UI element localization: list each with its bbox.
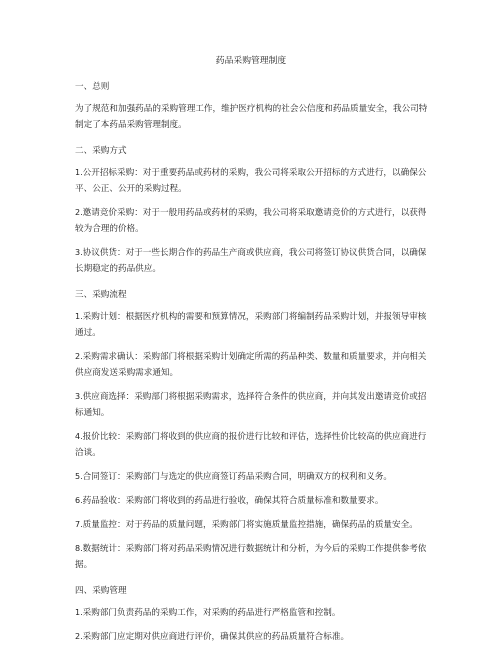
item-text: 质量监控：对于药品的质量问题，采购部门将实施质量监控措施，确保药品的质量安全。 xyxy=(82,520,418,530)
item-number: 2. xyxy=(75,352,83,361)
item-number: 6. xyxy=(75,496,83,505)
item-number: 4. xyxy=(75,432,83,441)
list-item xyxy=(75,205,430,237)
item-text: 供应商选择：采购部门将根据采购需求，选择符合条件的供应商，并向其发出邀请竞价或招标通知。 xyxy=(75,392,427,418)
item-number: 1. xyxy=(75,168,83,177)
document-body xyxy=(75,81,430,645)
item-text: 协议供货：对于一些长期合作的药品生产商或供应商，我公司将签订协议供货合同，以确保长期稳定的药品供应。 xyxy=(75,248,427,274)
item-number: 7. xyxy=(75,520,83,529)
item-number: 2. xyxy=(75,632,83,641)
item-text: 采购计划：根据医疗机构的需要和预算情况，采购部门将编制药品采购计划，并报领导审核通过。 xyxy=(75,312,427,338)
list-item xyxy=(75,541,430,573)
list-item xyxy=(75,349,430,381)
section-heading: 一、总则 xyxy=(75,82,110,92)
list-item xyxy=(75,605,430,621)
list-item xyxy=(75,389,430,421)
item-text: 合同签订：采购部门与选定的供应商签订药品采购合同，明确双方的权利和义务。 xyxy=(82,472,393,482)
item-text: 采购部门负责药品的采购工作，对采购的药品进行严格监管和控制。 xyxy=(82,608,341,618)
section-heading: 二、采购方式 xyxy=(75,146,127,156)
item-number: 3. xyxy=(75,248,83,257)
paragraph: 为了规范和加强药品的采购管理工作，维护医疗机构的社会公信度和药品质量安全，我公司特制定了本药品采购管理制度。 xyxy=(75,104,428,130)
list-item xyxy=(75,493,430,509)
section-heading: 四、采购管理 xyxy=(75,586,127,596)
item-number: 8. xyxy=(75,544,83,553)
item-text: 公开招标采购：对于重要药品或药材的采购，我公司将采取公开招标的方式进行，以确保公平、公正、公开的采购过程。 xyxy=(75,168,427,194)
item-number: 3. xyxy=(75,392,83,401)
list-item xyxy=(75,517,430,533)
item-text: 报价比较：采购部门将收到的供应商的报价进行比较和评估，选择性价比较高的供应商进行洽谈。 xyxy=(75,432,427,458)
item-text: 邀请竞价采购：对于一般用药品或药材的采购，我公司将采取邀请竞价的方式进行，以获得较为合理的价格。 xyxy=(75,208,427,234)
list-item xyxy=(75,429,430,461)
item-number: 2. xyxy=(75,208,83,217)
item-text: 数据统计：采购部门将对药品采购情况进行数据统计和分析，为今后的采购工作提供参考依据。 xyxy=(75,544,427,570)
list-item xyxy=(75,469,430,485)
list-item xyxy=(75,309,430,341)
document-title: 药品采购管理制度 xyxy=(215,56,287,66)
list-item xyxy=(75,165,430,197)
list-item xyxy=(75,245,430,277)
section-heading: 三、采购流程 xyxy=(75,290,127,300)
item-number: 1. xyxy=(75,312,83,321)
item-number: 5. xyxy=(75,472,83,481)
item-text: 采购部门应定期对供应商进行评价，确保其供应的药品质量符合标准。 xyxy=(82,632,350,642)
item-text: 采购需求确认：采购部门将根据采购计划确定所需的药品种类、数量和质量要求，并向相关供应商发送采购需求通知。 xyxy=(75,352,427,378)
item-text: 药品验收：采购部门将收到的药品进行验收，确保其符合质量标准和数量要求。 xyxy=(82,496,384,506)
list-item xyxy=(75,629,430,645)
item-number: 1. xyxy=(75,608,83,617)
